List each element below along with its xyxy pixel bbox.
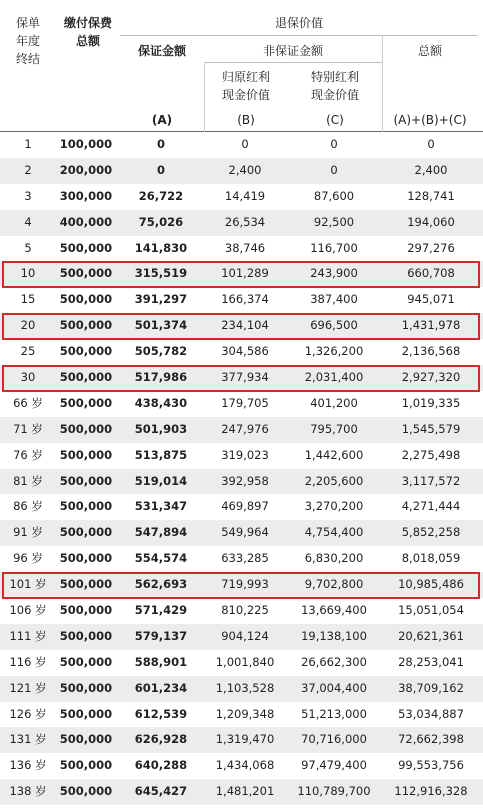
year-cell: 126 岁: [9, 706, 47, 721]
total-cell: 297,276: [407, 240, 455, 255]
special-cell: 401,200: [310, 395, 358, 410]
special-cell: 116,700: [310, 240, 358, 255]
special-cell: 37,004,400: [301, 680, 367, 695]
col-label-b: (B): [237, 113, 255, 127]
table-row: [0, 546, 483, 572]
year-cell: 96 岁: [13, 551, 43, 566]
col-label-a: (A): [151, 113, 173, 127]
reversionary-cell: 469,897: [221, 499, 269, 514]
year-cell: 111 岁: [9, 628, 47, 643]
reversionary-cell: 1,001,840: [215, 654, 275, 669]
guaranteed-cell: 141,830: [134, 240, 188, 255]
table-row: [0, 443, 483, 469]
special-cell: 2,205,600: [304, 473, 364, 488]
reversionary-cell: 0: [241, 137, 249, 151]
year-cell: 101 岁: [9, 577, 47, 592]
premium-cell: 300,000: [59, 188, 113, 203]
premium-cell: 500,000: [59, 240, 113, 255]
total-cell: 5,852,258: [401, 525, 461, 540]
guaranteed-cell: 26,722: [138, 188, 184, 203]
year-header: [0, 14, 56, 68]
special-cell: 696,500: [310, 318, 358, 333]
special-cell: 387,400: [310, 292, 358, 307]
year-cell: 1: [24, 137, 32, 151]
reversionary-cell: 1,209,348: [215, 706, 275, 721]
year-cell: 15: [20, 292, 36, 307]
table-row: [0, 339, 483, 365]
reversionary-cell: 38,746: [224, 240, 266, 255]
premium-cell: 500,000: [59, 551, 113, 566]
guaranteed-cell: 645,427: [134, 784, 188, 799]
total-cell: 128,741: [407, 188, 455, 203]
special-cell: 51,213,000: [301, 706, 367, 721]
total-cell: 53,034,887: [398, 706, 464, 721]
reversionary-cell: 14,419: [224, 188, 266, 203]
table-row: [0, 313, 483, 339]
reversionary-cell: 179,705: [221, 395, 269, 410]
special-cell: 1,442,600: [304, 447, 364, 462]
reversionary-cell: 633,285: [221, 551, 269, 566]
guaranteed-cell: 531,347: [134, 499, 188, 514]
premium-cell: 200,000: [59, 162, 113, 177]
premium-cell: 500,000: [59, 628, 113, 643]
year-cell: 81 岁: [13, 473, 43, 488]
year-cell: 106 岁: [9, 603, 47, 618]
reversionary-cell: 1,103,528: [215, 680, 275, 695]
table-row: [0, 261, 483, 287]
guaranteed-cell: 513,875: [134, 447, 188, 462]
reversionary-cell: 1,434,068: [215, 758, 275, 773]
table-row: [0, 779, 483, 805]
reversionary-cell: 810,225: [221, 603, 269, 618]
total-cell: 2,927,320: [401, 370, 461, 385]
guaranteed-cell: 554,574: [134, 551, 188, 566]
guaranteed-cell: 505,782: [134, 344, 188, 359]
special-cell: 70,716,000: [301, 732, 367, 747]
year-header-line: 终结: [15, 52, 40, 66]
premium-cell: 500,000: [59, 370, 113, 385]
table-row: [0, 287, 483, 313]
guaranteed-cell: 640,288: [134, 758, 188, 773]
total-cell: 1,431,978: [401, 318, 461, 333]
total-cell: 15,051,054: [398, 603, 464, 618]
guaranteed-cell: 562,693: [134, 577, 188, 592]
table-row: [0, 132, 483, 158]
special-header-line: 现金价值: [310, 88, 359, 102]
special-header: [288, 68, 382, 104]
guaranteed-cell: 626,928: [134, 732, 188, 747]
total-cell: 72,662,398: [398, 732, 464, 747]
total-cell: 2,400: [414, 162, 448, 177]
table-row: [0, 469, 483, 495]
total-cell: 945,071: [407, 292, 455, 307]
special-cell: 1,326,200: [304, 344, 364, 359]
reversionary-header: [204, 68, 288, 104]
special-cell: 13,669,400: [301, 603, 367, 618]
special-cell: 92,500: [313, 214, 355, 229]
premium-cell: 500,000: [59, 292, 113, 307]
year-cell: 2: [24, 162, 32, 177]
premium-cell: 500,000: [59, 732, 113, 747]
guaranteed-cell: 517,986: [134, 370, 188, 385]
premium-cell: 400,000: [59, 214, 113, 229]
total-cell: 99,553,756: [398, 758, 464, 773]
reversionary-cell: 234,104: [221, 318, 269, 333]
premium-header: [56, 14, 120, 50]
premium-cell: 500,000: [59, 706, 113, 721]
guaranteed-cell: 612,539: [134, 706, 188, 721]
table-row: [0, 210, 483, 236]
guaranteed-cell: 0: [156, 137, 165, 151]
premium-cell: 500,000: [59, 447, 113, 462]
guaranteed-cell: 571,429: [134, 603, 188, 618]
total-cell: 3,117,572: [401, 473, 461, 488]
table-row: [0, 184, 483, 210]
premium-cell: 500,000: [59, 758, 113, 773]
guaranteed-cell: 0: [156, 162, 165, 177]
premium-header-line: 缴付保费: [63, 16, 112, 30]
total-cell: 4,271,444: [401, 499, 461, 514]
table-row: [0, 236, 483, 262]
table-row: [0, 753, 483, 779]
year-header-line: 年度: [15, 34, 40, 48]
table-body: [0, 132, 483, 805]
total-cell: 194,060: [407, 214, 455, 229]
special-header-line: 特别红利: [310, 70, 359, 84]
premium-cell: 500,000: [59, 499, 113, 514]
premium-cell: 500,000: [59, 473, 113, 488]
reversionary-cell: 101,289: [221, 266, 269, 281]
guaranteed-cell: 391,297: [134, 292, 188, 307]
special-cell: 2,031,400: [304, 370, 364, 385]
total-cell: 2,275,498: [401, 447, 461, 462]
table-row: [0, 572, 483, 598]
reversionary-cell: 392,958: [221, 473, 269, 488]
surrender-value-header: 退保价值: [274, 16, 323, 30]
year-cell: 5: [24, 240, 32, 255]
col-label-c: (C): [326, 113, 344, 127]
special-cell: 97,479,400: [301, 758, 367, 773]
premium-cell: 500,000: [59, 318, 113, 333]
table-row: [0, 494, 483, 520]
reversionary-cell: 166,374: [221, 292, 269, 307]
premium-header-line: 总额: [75, 34, 100, 48]
premium-cell: 500,000: [59, 603, 113, 618]
total-cell: 38,709,162: [398, 680, 464, 695]
reversionary-header-line: 现金价值: [221, 88, 270, 102]
header-divider: [204, 62, 205, 132]
table-row: [0, 676, 483, 702]
reversionary-cell: 377,934: [221, 370, 269, 385]
header-rule: [204, 62, 382, 63]
special-cell: 795,700: [310, 421, 358, 436]
guaranteed-cell: 438,430: [134, 395, 188, 410]
premium-cell: 500,000: [59, 654, 113, 669]
year-cell: 121 岁: [9, 680, 47, 695]
guaranteed-cell: 579,137: [134, 628, 188, 643]
premium-cell: 500,000: [59, 525, 113, 540]
special-cell: 19,138,100: [301, 628, 367, 643]
reversionary-cell: 719,993: [221, 577, 269, 592]
table-row: [0, 365, 483, 391]
table-row: [0, 520, 483, 546]
year-cell: 116 岁: [9, 654, 47, 669]
table-row: [0, 158, 483, 184]
reversionary-cell: 2,400: [228, 162, 262, 177]
header-divider: [382, 35, 383, 132]
reversionary-cell: 304,586: [221, 344, 269, 359]
premium-cell: 500,000: [59, 344, 113, 359]
year-cell: 25: [20, 344, 36, 359]
guaranteed-cell: 601,234: [134, 680, 188, 695]
total-cell: 2,136,568: [401, 344, 461, 359]
reversionary-cell: 247,976: [221, 421, 269, 436]
special-cell: 243,900: [310, 266, 358, 281]
premium-cell: 500,000: [59, 784, 113, 799]
total-cell: 660,708: [407, 266, 455, 281]
year-cell: 136 岁: [9, 758, 47, 773]
guaranteed-cell: 315,519: [134, 266, 188, 281]
total-cell: 10,985,486: [398, 577, 464, 592]
guaranteed-cell: 547,894: [134, 525, 188, 540]
reversionary-cell: 1,319,470: [215, 732, 275, 747]
year-cell: 91 岁: [13, 525, 43, 540]
year-cell: 76 岁: [13, 447, 43, 462]
special-cell: 4,754,400: [304, 525, 364, 540]
guaranteed-cell: 519,014: [134, 473, 188, 488]
special-cell: 9,702,800: [304, 577, 364, 592]
special-cell: 110,789,700: [297, 784, 371, 799]
year-cell: 4: [24, 214, 32, 229]
total-cell: 112,916,328: [394, 784, 468, 799]
year-cell: 30: [20, 370, 36, 385]
total-header: 总额: [417, 44, 442, 58]
reversionary-cell: 549,964: [221, 525, 269, 540]
year-cell: 138 岁: [9, 784, 47, 799]
reversionary-cell: 26,534: [224, 214, 266, 229]
premium-cell: 500,000: [59, 395, 113, 410]
header-rule: [120, 35, 478, 36]
reversionary-cell: 904,124: [221, 628, 269, 643]
premium-cell: 100,000: [59, 137, 113, 151]
special-cell: 87,600: [313, 188, 355, 203]
year-cell: 86 岁: [13, 499, 43, 514]
table-row: [0, 391, 483, 417]
total-cell: 1,545,579: [401, 421, 461, 436]
col-label-total: (A)+(B)+(C): [393, 113, 467, 127]
premium-cell: 500,000: [59, 577, 113, 592]
total-cell: 28,253,041: [398, 654, 464, 669]
total-cell: 0: [427, 137, 435, 151]
guaranteed-cell: 75,026: [138, 214, 184, 229]
premium-cell: 500,000: [59, 421, 113, 436]
total-cell: 20,621,361: [398, 628, 464, 643]
non-guaranteed-header: 非保证金额: [262, 44, 323, 58]
reversionary-cell: 319,023: [221, 447, 269, 462]
total-cell: 8,018,059: [401, 551, 461, 566]
year-cell: 71 岁: [13, 421, 43, 436]
premium-cell: 500,000: [59, 680, 113, 695]
special-cell: 3,270,200: [304, 499, 364, 514]
guaranteed-header: 保证金额: [137, 44, 186, 58]
table-row: [0, 727, 483, 753]
year-cell: 66 岁: [13, 395, 43, 410]
table-row: [0, 598, 483, 624]
table-row: [0, 624, 483, 650]
guaranteed-cell: 501,374: [134, 318, 188, 333]
special-cell: 6,830,200: [304, 551, 364, 566]
special-cell: 26,662,300: [301, 654, 367, 669]
premium-cell: 500,000: [59, 266, 113, 281]
year-header-line: 保单: [15, 16, 40, 30]
total-cell: 1,019,335: [401, 395, 461, 410]
guaranteed-cell: 588,901: [134, 654, 188, 669]
special-cell: 0: [330, 137, 338, 151]
table-row: [0, 702, 483, 728]
year-cell: 10: [20, 266, 36, 281]
table-row: [0, 650, 483, 676]
reversionary-cell: 1,481,201: [215, 784, 275, 799]
guaranteed-cell: 501,903: [134, 421, 188, 436]
year-cell: 20: [20, 318, 36, 333]
table-row: [0, 417, 483, 443]
reversionary-header-line: 归原红利: [221, 70, 270, 84]
special-cell: 0: [330, 162, 338, 177]
year-cell: 3: [24, 188, 32, 203]
year-cell: 131 岁: [9, 732, 47, 747]
